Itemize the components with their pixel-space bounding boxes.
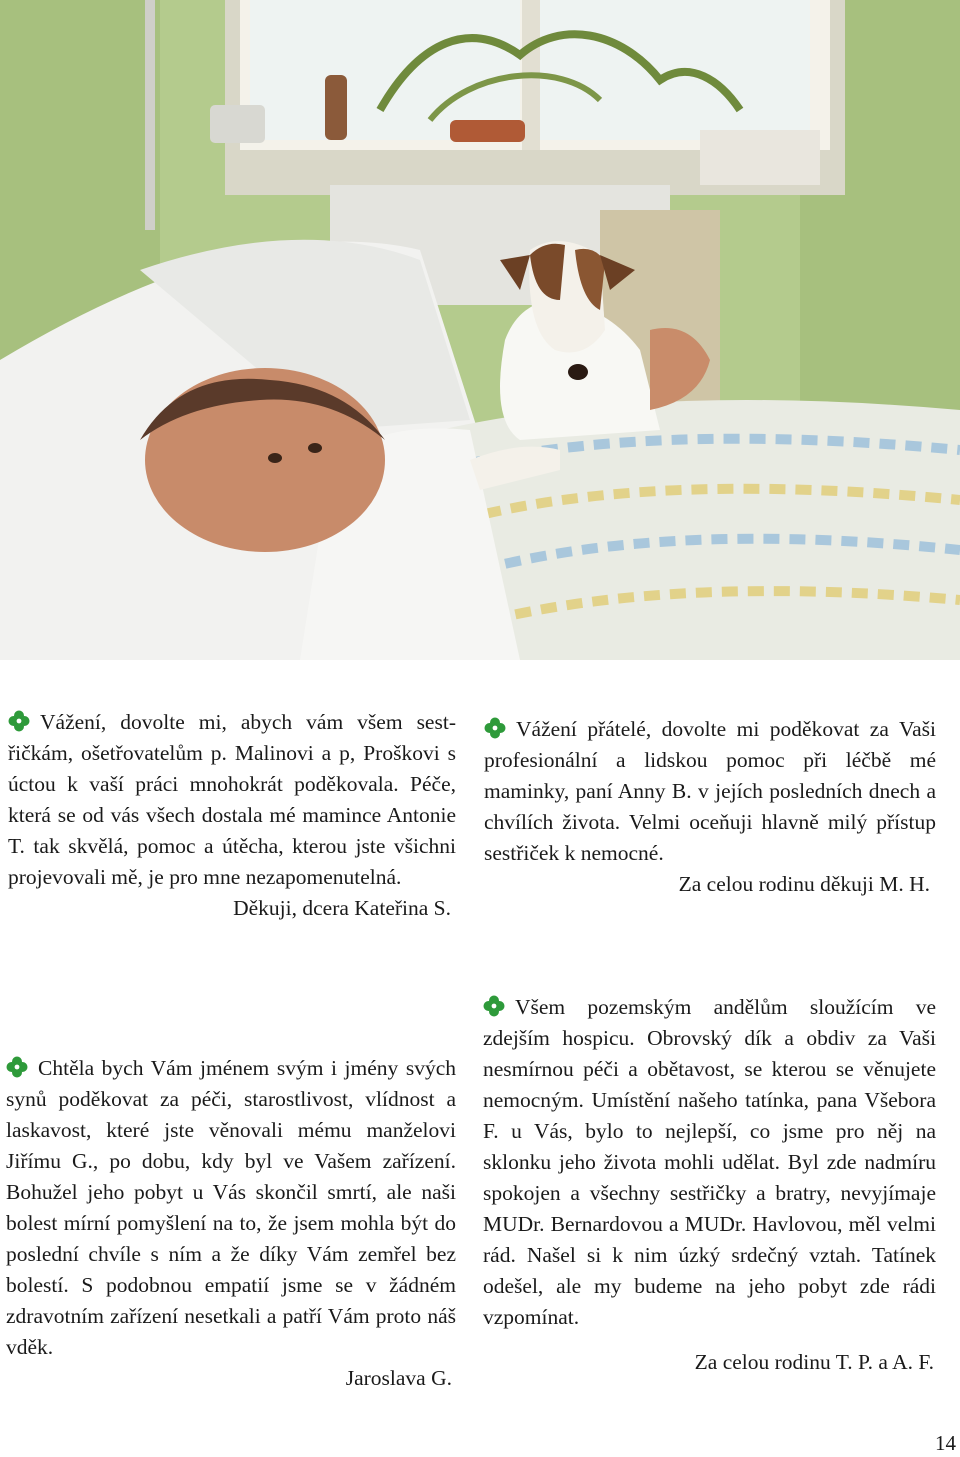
flower-bullet-icon: [6, 1056, 28, 1078]
flower-bullet-icon: [483, 995, 505, 1017]
letter-body: Všem pozemským andělům sloužícím ve zdejším hospicu. Obrovský dík a obdiv za Vaši nesmírnou péči a obětavost, se kterou se věnujete nemocným. Umístění našeho tatínka, pana Všebora F. u Vás, bylo to nejlepší, co jsme pro něj na sklonku jeho života mohli udělat. Byl zde nadmíru spokojen a všechny sestřičky a bratry, nevyjímaje MUDr. Bernardovou a MUDr. Havlovou, měl velmi rád. Našel si k nim úzký srdečný vztah. Tatínek odešel, ale my budeme na jeho pobyt zde rádi vzpomínat.: [483, 995, 936, 1329]
letter-signature: Děkuji, dcera Kateřina S.: [233, 896, 451, 920]
letter-body: Chtěla bych Vám jménem svým i jmény svých synů poděkovat za péči, starostlivost, vlídnost a laskavost, které jste věnovali mému manželovi Jiřímu G., po dobu, kdy byl ve Vašem zařízení. Bohužel jeho pobyt u Vás skončil smrtí, ale naši bolest mírní pomyšlení na to, že jsem mohla být do poslední chvíle s ním a že díky Vám zemřel bez bolestí. S podobnou empatií jsme se v žádném zdravotním zařízení nesetkali a patří Vám proto náš vděk.: [6, 1056, 456, 1359]
letter-signature: Jaroslava G.: [345, 1366, 452, 1390]
flower-bullet-icon: [8, 710, 30, 732]
thank-you-letter-2: [484, 714, 936, 900]
letter-body: Vážení přátelé, dovolte mi poděkovat za Vaši profesionální a lidskou pomoc při léčbě mé maminky, paní Anny B. v jejích posledních dnech a chvílích života. Velmi oceňuji hlavně milý přístup sestřiček k nemocné.: [484, 717, 936, 865]
letter-signature: Za celou rodinu děkuji M. H.: [678, 872, 930, 896]
thank-you-letter-3: [6, 1053, 456, 1394]
thank-you-letter-1: [8, 707, 456, 924]
hospital-photo: [0, 0, 960, 660]
thank-you-letter-4: [483, 992, 936, 1378]
letter-body: Vážení, dovolte mi, abych vám všem sestřičkám, ošetřovatelům p. Malinovi a p, Proškovi s úctou k vaší práci mnohokrát poděkovala. Péče, která se od vás všech dostala mé mamince Antonie T. tak skvělá, pomoc a útěcha, kterou jste všichni projevovali mě, je pro mne nezapomenutelná.: [8, 710, 456, 889]
flower-bullet-icon: [484, 717, 506, 739]
page-number: 14: [935, 1431, 956, 1455]
letter-signature: Za celou rodinu T. P. a A. F.: [694, 1350, 934, 1374]
